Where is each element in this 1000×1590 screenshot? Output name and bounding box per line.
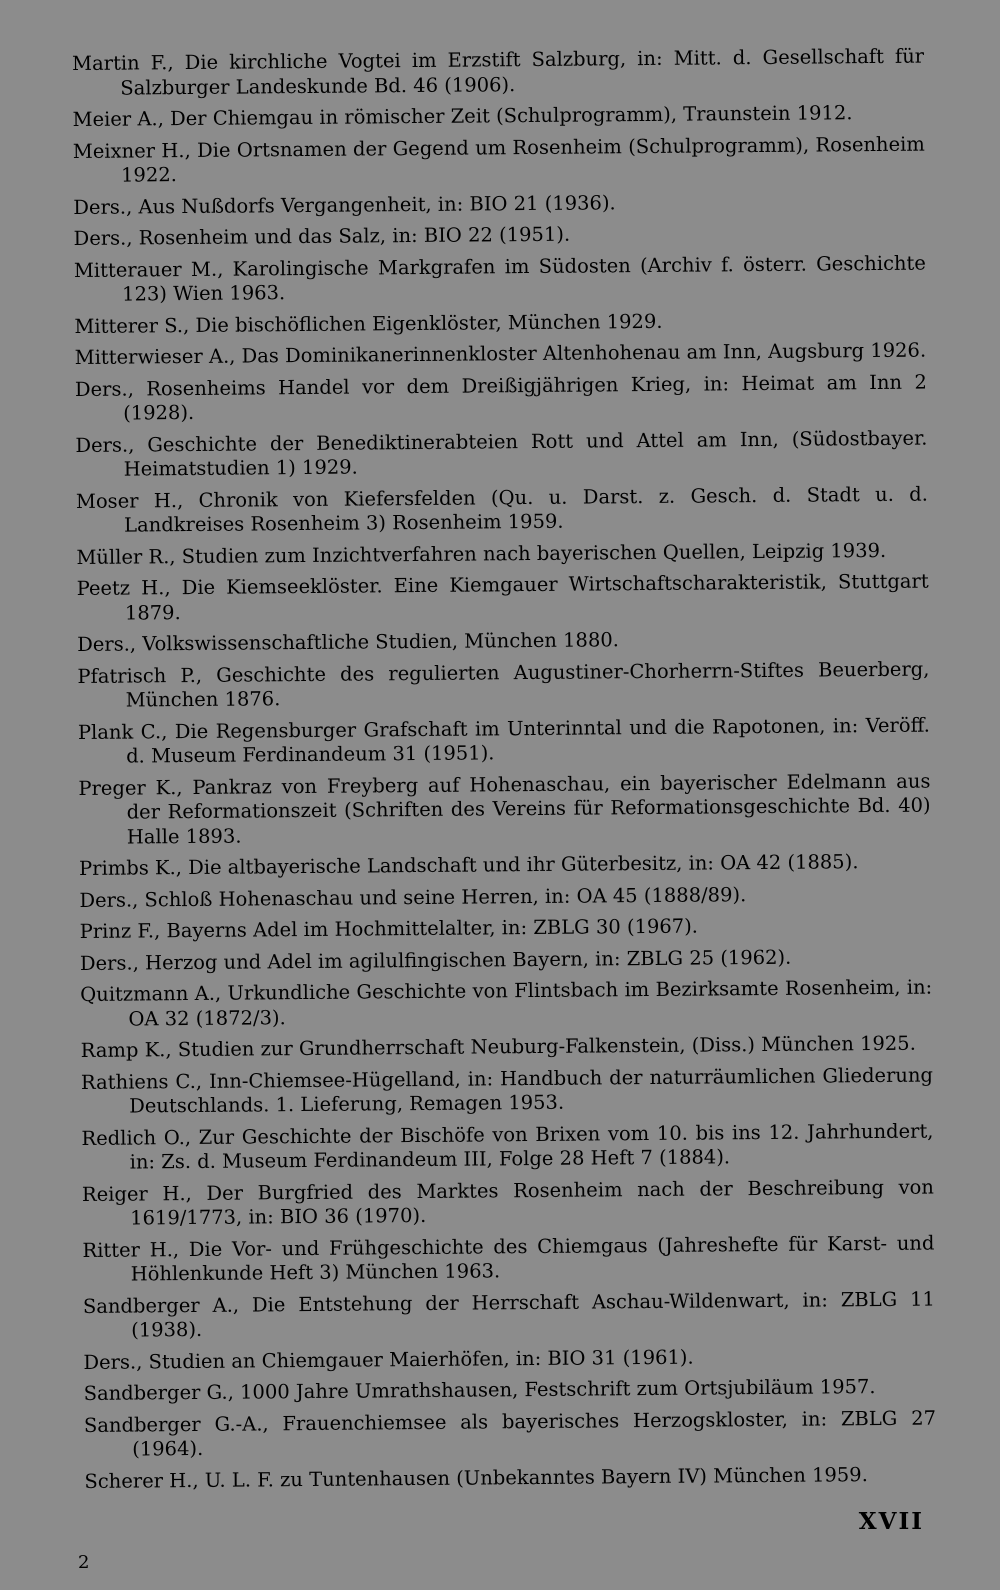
bibliography-entry: Ders., Schloß Hohenaschau und seine Herren, in: OA 45 (1888/89).	[79, 882, 747, 912]
bibliography-entry: Plank C., Die Regensburger Grafschaft im Unterinntal und die Rapotonen, in: Veröff. d. Museum Ferdinandeum 31 (1951).	[77, 713, 931, 768]
page-number: XVII	[858, 1508, 924, 1535]
bibliography-entry: Mitterwieser A., Das Dominikanerinnenkloster Altenhohenau am Inn, Augsburg 1926.	[74, 338, 927, 369]
bibliography-page	[72, 45, 937, 1501]
bibliography-entry: Ders., Rosenheim und das Salz, in: BIO 22 (1951).	[73, 222, 571, 250]
bibliography-entry: Ders., Herzog und Adel im agilulfingischen Bayern, in: ZBLG 25 (1962).	[79, 945, 792, 975]
bibliography-entry: Redlich O., Zur Geschichte der Bischöfe von Brixen vom 10. bis ins 12. Jahrhundert, in: Zs. d. Museum Ferdinandeum III, Folge 28 Heft 7 (1884).	[81, 1119, 934, 1174]
bibliography-entry: Ramp K., Studien zur Grundherrschaft Neuburg-Falkenstein, (Diss.) München 1925.	[80, 1031, 916, 1062]
bibliography-entry: Pfatrisch P., Geschichte des regulierten Augustiner-Chorherrn-Stiftes Beuerberg, München 1876.	[77, 657, 930, 712]
bibliography-entry: Ders., Volkswissenschaftliche Studien, München 1880.	[77, 628, 620, 656]
bibliography-entry: Peetz H., Die Kiemseeklöster. Eine Kiemgauer Wirtschaftscharakteristik, Stuttgart 1879.	[76, 569, 929, 625]
bibliography-entry: Prinz F., Bayerns Adel im Hochmittelalter, in: ZBLG 30 (1967).	[79, 914, 699, 943]
bibliography-entry: Mitterer S., Die bischöflichen Eigenklöster, München 1929.	[74, 309, 663, 338]
bibliography-entry: Meier A., Der Chiemgau in römischer Zeit (Schulprogramm), Traunstein 1912.	[72, 101, 853, 131]
bibliography-entry: Scherer H., U. L. F. zu Tuntenhausen (Unbekanntes Bayern IV) München 1959.	[84, 1462, 868, 1493]
bibliography-entry: Ders., Rosenheims Handel vor dem Dreißigjährigen Krieg, in: Heimat am Inn 2 (1928).	[74, 370, 928, 425]
bibliography-entry: Quitzmann A., Urkundliche Geschichte von Flintsbach im Bezirksamte Rosenheim, in: OA 32 (1872/3).	[80, 975, 933, 1031]
bibliography-entry: Sandberger G., 1000 Jahre Umrathshausen, Festschrift zum Ortsjubiläum 1957.	[83, 1375, 876, 1405]
bibliography-entry: Martin F., Die kirchliche Vogtei im Erzstift Salzburg, in: Mitt. d. Gesellschaft für Salzburger Landeskunde Bd. 46 (1906).	[72, 44, 925, 100]
signature-mark: 2	[78, 1552, 90, 1573]
bibliography-entry: Meixner H., Die Ortsnamen der Gegend um Rosenheim (Schulprogramm), Rosenheim 1922.	[72, 132, 925, 187]
bibliography-entry: Sandberger G.-A., Frauenchiemsee als bayerisches Herzogskloster, in: ZBLG 27 (1964).	[83, 1406, 937, 1461]
bibliography-entry: Sandberger A., Die Entstehung der Herrschaft Aschau-Wildenwart, in: ZBLG 11 (1938).	[82, 1287, 936, 1342]
bibliography-list	[72, 45, 937, 1494]
bibliography-entry: Primbs K., Die altbayerische Landschaft und ihr Güterbesitz, in: OA 42 (1885).	[79, 850, 859, 880]
bibliography-entry: Ritter H., Die Vor- und Frühgeschichte des Chiemgaus (Jahreshefte für Karst- und Höhlenkunde Heft 3) München 1963.	[82, 1231, 935, 1286]
bibliography-entry: Ders., Studien an Chiemgauer Maierhöfen, in: BIO 31 (1961).	[83, 1345, 694, 1374]
bibliography-entry: Mitterauer M., Karolingische Markgrafen im Südosten (Archiv f. österr. Geschichte 123) Wien 1963.	[73, 251, 926, 306]
bibliography-entry: Müller R., Studien zum Inzichtverfahren nach bayerischen Quellen, Leipzig 1939.	[76, 538, 887, 569]
bibliography-entry: Moser H., Chronik von Kiefersfelden (Qu. u. Darst. z. Gesch. d. Stadt u. d. Landkreises Rosenheim 3) Rosenheim 1959.	[75, 482, 928, 537]
bibliography-entry: Rathiens C., Inn-Chiemsee-Hügelland, in: Handbuch der naturräumlichen Gliederung Deutschlands. 1. Lieferung, Remagen 1953.	[80, 1063, 934, 1118]
bibliography-entry: Ders., Aus Nußdorfs Vergangenheit, in: BIO 21 (1936).	[73, 190, 616, 219]
bibliography-entry: Ders., Geschichte der Benediktinerabteien Rott und Attel am Inn, (Südostbayer. Heimatstudien 1) 1929.	[75, 426, 928, 481]
bibliography-entry: Reiger H., Der Burgfried des Marktes Rosenheim nach der Beschreibung von 1619/1773, in: BIO 36 (1970).	[81, 1175, 935, 1230]
bibliography-entry: Preger K., Pankraz von Freyberg auf Hohenaschau, ein bayerischer Edelmann aus der Reformationszeit (Schriften des Vereins für Reformationsgeschichte Bd. 40) Halle 1893.	[78, 769, 931, 849]
